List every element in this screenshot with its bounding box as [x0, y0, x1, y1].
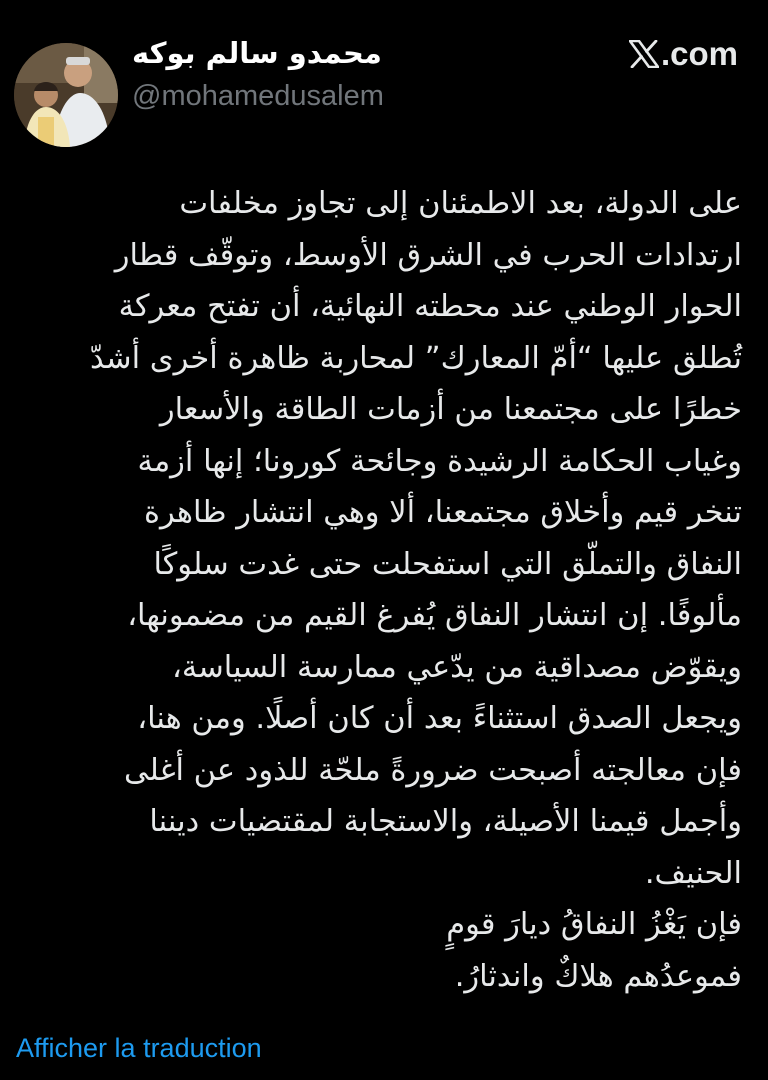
tweet-line: تنخر قيم وأخلاق مجتمعنا، ألا وهي انتشار ظاهرة — [144, 495, 742, 530]
tweet-line: ارتدادات الحرب في الشرق الأوسط، وتوقّف قطار — [114, 237, 742, 273]
x-brand — [629, 34, 738, 74]
tweet-line: ويقوّض مصداقية من يدّعي ممارسة السياسة، — [172, 649, 742, 685]
tweet-line: خطرًا على مجتمعنا من أزمات الطاقة والأسعار — [159, 392, 742, 427]
avatar[interactable] — [14, 43, 118, 147]
tweet-line: وأجمل قيمنا الأصيلة، والاستجابة لمقتضيات ديننا — [149, 804, 742, 839]
tweet-line: فإن معالجته أصبحت ضرورةً ملحّة للذود عن أغلى — [124, 752, 742, 788]
author-display-name[interactable]: محمدو سالم بوكه — [132, 36, 382, 70]
tweet-line: على الدولة، بعد الاطمئنان إلى تجاوز مخلفات — [179, 186, 742, 221]
x-logo-icon — [629, 40, 659, 68]
tweet-line: الحوار الوطني عند محطته النهائية، أن تفتح معركة — [118, 289, 742, 324]
tweet-line: فإن يَغْزُ النفاقُ ديارَ قومٍ — [446, 907, 742, 942]
tweet-line: الحنيف. — [644, 855, 742, 891]
tweet-line: النفاق والتملّق التي استفحلت حتى غدت سلوكًا — [153, 546, 742, 582]
tweet-line: تُطلق عليها “أمّ المعارك” لمحاربة ظاهرة أخرى أشدّ — [90, 340, 742, 376]
profile-photo-icon — [14, 43, 118, 147]
tweet-line: وغياب الحكامة الرشيدة وجائحة كورونا؛ إنها أزمة — [137, 443, 742, 479]
show-translation-link[interactable]: Afficher la traduction — [16, 1033, 262, 1063]
tweet-header — [14, 28, 754, 128]
brand-domain: .com — [660, 35, 738, 72]
tweet-text — [26, 178, 742, 1002]
tweet-line: مألوفًا. إن انتشار النفاق يُفرغ القيم من مضمونها، — [127, 598, 742, 633]
tweet-line: ويجعل الصدق استثناءً بعد أن كان أصلًا. ومن هنا، — [137, 701, 742, 736]
author-handle[interactable]: @mohamedusalem — [132, 80, 384, 112]
tweet-line: فموعدُهم هلاكٌ واندثارُ. — [454, 958, 742, 994]
